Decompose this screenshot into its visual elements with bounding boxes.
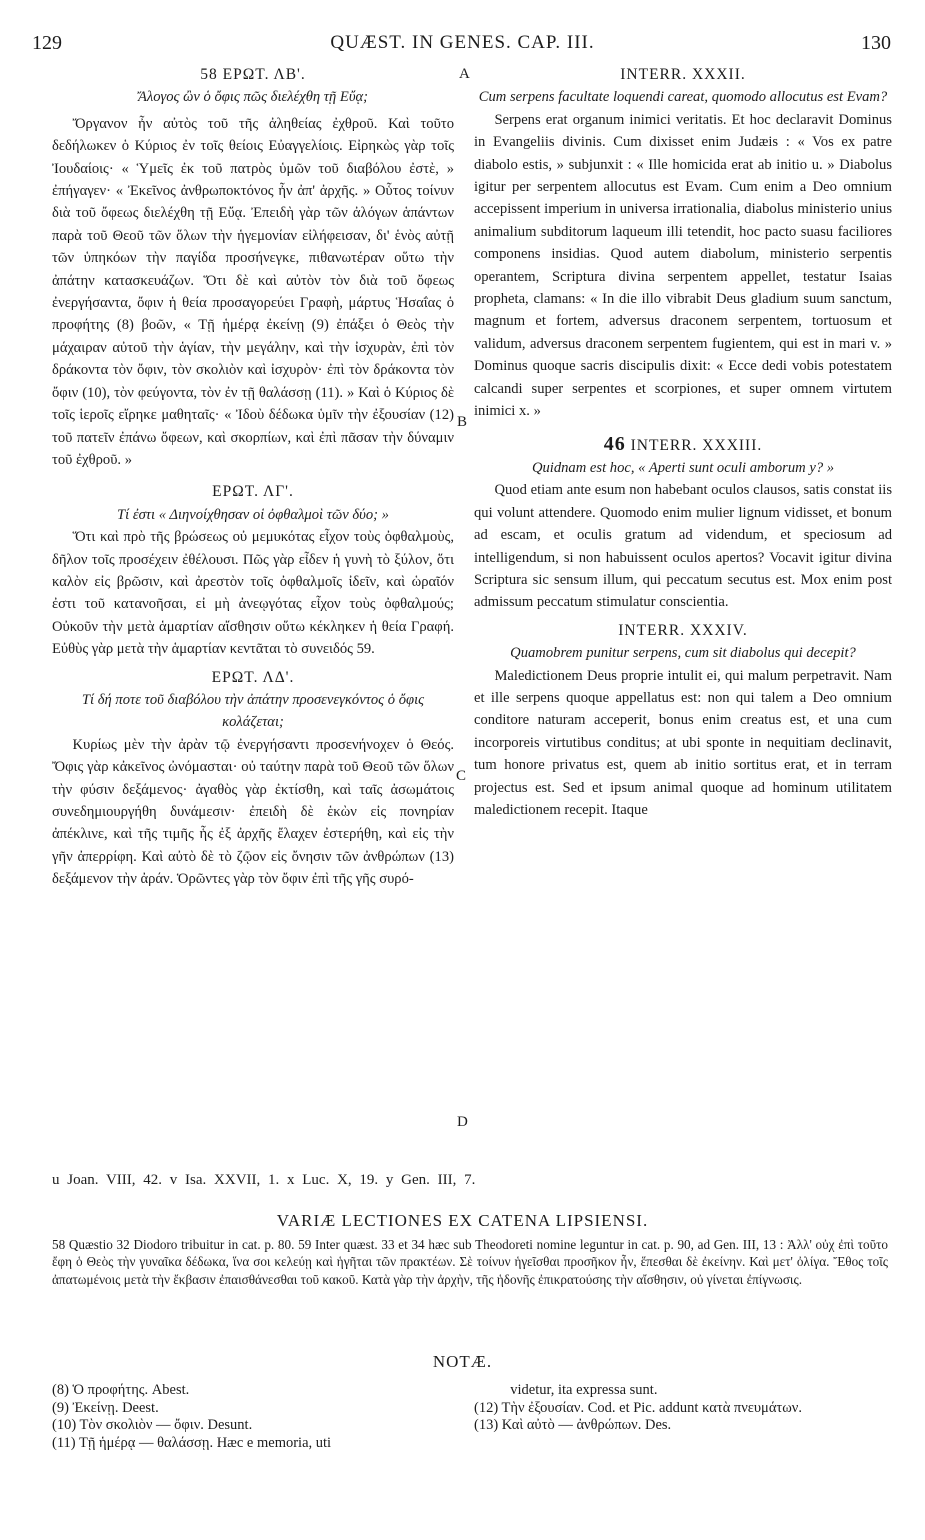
section-heading-33-greek: ΕΡΩΤ. ΛΓ'. [212, 483, 294, 501]
column-number: 46 [603, 432, 626, 455]
question-33-greek: Τί ἐστι « Διηνοίχθησαν οἱ ὀφθαλμοὶ τῶν δύο; » [117, 506, 389, 523]
note-8: (8) Ὁ προφήτης. Abest. [52, 1382, 190, 1398]
note-10: (10) Τὸν σκολιὸν — ὄφιν. Desunt. [52, 1417, 253, 1433]
margin-letter-b: B [457, 414, 468, 430]
page-number-right: 130 [861, 32, 891, 54]
answer-33-greek: Ὅτι καὶ πρὸ τῆς βρώσεως οὐ μεμυκότας εἶχον τοὺς ὀφθαλμοὺς, δῆλον τοῖς προσέχειν ἐθέλουσι. Πῶς γὰρ εἶδεν ἡ γυνὴ τὸ ξύλον, ὅτι καλὸν εἰς βρῶσιν, καὶ ἀρεστὸν τοῖς ὀφθαλμοῖς ἰδεῖν, καὶ ὡραῖόν ἐστι τοῦ κατανοῆσαι, εἰ μὴ ἀνεῳγότας εἶχον τοὺς ὀφθαλμούς; Οὐκοῦν τὴν μετὰ ἁμαρτίαν αἴσθησιν οὕτω κέκληκεν ἡ θεία Γραφή. Εὐθὺς γὰρ μετὰ τὴν ἁμαρτίαν κεντᾶται τὸ συνειδός 59. [52, 529, 454, 658]
note-12: (12) Τὴν ἐξουσίαν. Cod. et Pic. addunt κατὰ πνευμάτων. [474, 1399, 802, 1416]
variae-lectiones-text: 58 Quæstio 32 Diodoro tribuitur in cat. p. 80. 59 Inter quæst. 33 et 34 hæc sub Theodoreti nomine leguntur in cat. p. 90, ad Gen. III, 13 : Ἀλλ' οὐχ ἐπὶ τοῦτο ἔφη ὁ Θεὸς τὴν γυναῖκα δέδωκα, ἵνα σοι κελεύῃ καὶ ἡγῆται τῶν πρακτέων. Σὲ τοίνυν ἡγεῖσθαι προσῆκον ἦν, ἕπεσθαι δὲ ἐκείνην. Καὶ μετ' ὀλίγα. Ἔθος τοῖς ἀπατωμένοις μετὰ τὴν ἔκβασιν ἐπαισθάνεσθαι τοῦ κακοῦ. Κατὰ γὰρ τὴν ἀρχὴν, τῆς ἡδονῆς ἐπικρατούσης τὴν αἴσθησιν, οὐ γίνεται ἐπίγνωσις. [52, 1237, 888, 1287]
running-title: QUÆST. IN GENES. CAP. III. [330, 32, 595, 53]
question-33-latin: Quidnam est hoc, « Aperti sunt oculi amborum y? » [531, 459, 835, 476]
answer-32-greek: Ὄργανον ἦν αὐτὸς τοῦ τῆς ἀληθείας ἐχθροῦ. Καὶ τοῦτο δεδήλωκεν ὁ Κύριος ἐν τοῖς θείοις Εὐαγγελίοις. Εἰρηκὼς γὰρ τοῖς Ἰουδαίοις· « Ὑμεῖς ἐκ τοῦ πατρὸς ὑμῶν τοῦ διαβόλου ἐστὲ, » ἐπήγαγεν· « Ἐκεῖνος ἀνθρωποκτόνος ἦν ἀπ' ἀρχῆς. » Οὗτος τοίνυν διὰ τοῦ ὄφεως διελέχθη τῇ Εὔᾳ. Ἐπειδὴ γὰρ τῶν ἀλόγων ἁπάντων παρὰ τοῦ Θεοῦ τῶν ὅλων τὴν ἡγεμονίαν εἰλήφεισαν, δι' ἑνὸς αὐτῇ τῶν ὑπηκόων τὴν παγίδα προσήνεγκε, πιθανωτέραν οὕτω τὴν ἀπάτην κατασκευάζων. Ὅτι δὲ καὶ αὐτὸν τὸν διὰ τοῦ ὄφεως ἐνεργήσαντα, ὄφιν ἡ θεία προσαγορεύει Γραφὴ, μάρτυς Ἡσαΐας ὁ προφήτης (8) βοῶν, « Τῇ ἡμέρᾳ ἐκείνῃ (9) ἐπάξει ὁ Θεὸς τὴν μάχαιραν αὐτοῦ τὴν ἁγίαν, τὴν μεγάλην, καὶ τὴν ἰσχυρὰν, ἐπὶ τὸν δράκοντα τὸν ὄφιν, τὸν σκολιὸν καὶ ἰσχυρὸν· ἐπὶ τὸν δράκοντα τὸν ὄφιν (10), τὸν φεύγοντα, τὸν ἐν τῇ θαλάσσῃ (11). » Καὶ ὁ Κύριος δὲ τοῖς ἱεροῖς εἴρηκε μαθηταῖς· « Ἰδοὺ δέδωκα ὑμῖν τὴν ἐξουσίαν (12) τοῦ πατεῖν ἐπάνω ὄφεων, καὶ σκορπίων, καὶ ἐπὶ πᾶσαν τὴν δύναμιν τοῦ ἐχθροῦ. » [52, 115, 454, 468]
section-heading-32-latin: INTERR. XXXII. [620, 66, 746, 83]
page-number-left: 129 [32, 32, 62, 54]
note-13: (13) Καὶ αὐτὸ — ἀνθρώπων. Des. [474, 1417, 672, 1433]
note-11: (11) Τῇ ἡμέρᾳ — θαλάσσῃ. Hæc e memoria, uti [52, 1434, 332, 1451]
section-heading-32-greek: 58 ΕΡΩΤ. ΛΒ'. [200, 66, 306, 83]
answer-34-latin: Maledictionem Deus proprie intulit ei, qui malum perpetravit. Nam et ille serpens quoque appellatus est: non qui talem a Deo omnium conditore naturam acceperit, bonus enim creatus est, et una cum incorporeis virtutibus conditus; at ubi sponte in nequitiam declinavit, tum honore privatus est, quem ab initio sortitus erat, et in terram projectus est. Sed et ipsum animal quoque ad hominum utilitatem maledictionem recepit. Itaque [474, 667, 892, 818]
margin-letter-a: A [459, 66, 470, 82]
question-32-greek: Ἄλογος ὢν ὁ ὄφις πῶς διελέχθη τῇ Εὔᾳ; [137, 89, 369, 106]
scripture-references: u Joan. VIII, 42. v Isa. XXVII, 1. x Luc. X, 19. y Gen. III, 7. [52, 1172, 476, 1188]
section-heading-34-greek: ΕΡΩΤ. ΛΔ'. [211, 668, 295, 686]
variae-lectiones-title: VARIÆ LECTIONES EX CATENA LIPSIENSI. [276, 1211, 649, 1230]
notes-left-column [52, 1382, 456, 1452]
section-heading-34-latin: INTERR. XXXIV. [618, 621, 748, 639]
note-9: (9) Ἐκείνῃ. Deest. [52, 1399, 159, 1416]
answer-32-latin: Serpens erat organum inimici veritatis. Et hoc declaravit Dominus in Evangeliis divinis. Cum dixisset enim Judæis : « Vos ex patre diabolo estis, » subjunxit : « Ille homicida erat ab initio u. » Diabolus igitur per serpentem allocutus est Evam. Cum enim a Deo omnium accepissent imperium in universa irrationalia, diabolus ministerio unius animalium subditorum laqueum illi tetendit, hoc pacto suasu faciliores componens insidias. Quod autem diabolum, ministerio serpentis operantem, Scriptura divina serpentem appellet, testatur Isaias propheta, clamans: « In die illo vibrabit Deus gladium suum sanctum, magnum et fortem, adversus draconem serpentem, tortuosum et validum, adversus draconem serpentem fugientem, qui est in mari v. » Dominus quoque sacris discipulis dixit: « Ecce dedi vobis potestatem calcandi super serpentes et scorpiones, et super omnem virtutem inimici x. » [474, 111, 892, 420]
section-heading-33-latin: 46 INTERR. XXXIII. [603, 432, 763, 455]
page-header [0, 32, 925, 62]
greek-column [52, 64, 454, 891]
note-11-continued: videtur, ita expressa sunt. [510, 1382, 658, 1398]
answer-33-latin: Quod etiam ante esum non habebant oculos clausos, satis constat iis qui volunt attendere. Quomodo enim mulier lignum vidisset, et bonum ad escam, et oculis gratum ad videndum, et speciosum ad intelligendum, si non habuissent oculos apertos? Vocavit igitur divina Scriptura sic sensum illum, qui peccatum secutus est. Mox enim post admissum peccatum stimulatur conscientia. [474, 482, 892, 611]
notes-right-column [474, 1382, 892, 1435]
notae-title: NOTÆ. [432, 1352, 493, 1371]
answer-34-greek: Κυρίως μὲν τὴν ἀρὰν τῷ ἐνεργήσαντι προσενήνοχεν ὁ Θεός. Ὄφις γὰρ κἀκεῖνος ὠνόμασται· οὐ ταύτην παρὰ τοῦ Θεοῦ τῶν ὅλων τὴν φύσιν δεξάμενος· ἀγαθὸς γὰρ ἐκτίσθη, καὶ ταῖς ἀσωμάτοις συνεδημιουργήθη δυνάμεσιν· ἐπειδὴ δὲ ἑκὼν εἰς πονηρίαν ἀπέκλινε, καὶ τῆς τιμῆς ἧς ἐξ ἀρχῆς ἔλαχεν ἐστερήθη, καὶ εἰς τὴν γῆν ἀπερρίφη. Καὶ αὐτὸ δὲ τὸ ζῷον εἰς ὄνησιν τῶν ἀνθρώπων (13) δεξάμενον τὴν ἀράν. Ὁρῶντες γὰρ τὸν ὄφιν ἐπὶ τῆς γῆς συρό- [52, 736, 454, 888]
question-34-greek: Τί δή ποτε τοῦ διαβόλου τὴν ἀπάτην προσενεγκόντος ὁ ὄφις κολάζεται; [81, 691, 425, 731]
margin-letter-d: D [457, 1114, 468, 1130]
question-34-latin: Quamobrem punitur serpens, cum sit diabolus qui decepit? [510, 645, 856, 662]
latin-column [474, 64, 892, 821]
question-32-latin: Cum serpens facultate loquendi careat, quomodo allocutus est Evam? [478, 89, 888, 106]
margin-letter-c: C [456, 768, 467, 784]
